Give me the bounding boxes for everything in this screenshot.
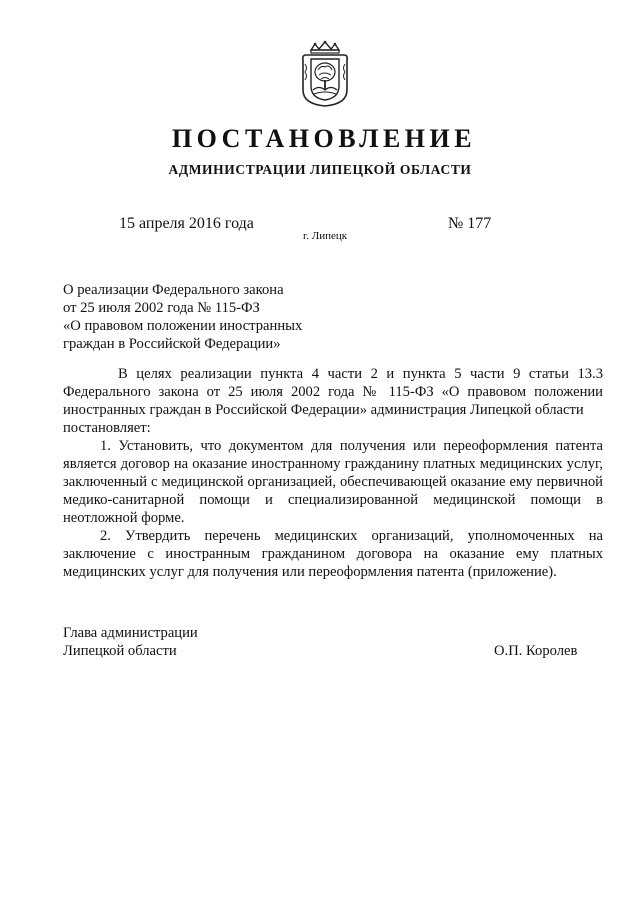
document-subject <box>63 281 302 353</box>
signatory-position-line: Липецкой области <box>63 643 177 659</box>
coat-of-arms-icon <box>299 40 351 108</box>
signatory-name: О.П. Королев <box>494 643 578 659</box>
intro-paragraph: В целях реализации пункта 4 части 2 и пункта 5 части 9 статьи 13.3 Федерального закона от 25 июля 2002 года № 115-ФЗ «О правовом положении иностранных граждан в Российской Федерации» администрация Липецкой области <box>63 366 603 418</box>
document-body <box>63 365 603 581</box>
subject-line: граждан в Российской Федерации» <box>63 336 281 352</box>
decree-item-2: 2. Утвердить перечень медицинских организаций, уполномоченных на заключение с иностранным гражданином договора на оказание ему платных медицинских услуг для получения или переоформления патента (приложение). <box>63 528 603 580</box>
subject-line: «О правовом положении иностранных <box>63 318 303 334</box>
decree-item-1: 1. Установить, что документом для получения или переоформления патента является договор на оказание иностранному гражданину платных медицинских услуг, заключенный с медицинской организацией, обеспечивающей оказание ему первичной медико-санитарной помощи и специализированной медицинской помощи в неотложной форме. <box>63 438 603 526</box>
document-title: ПОСТАНОВЛЕНИЕ <box>171 124 477 153</box>
signatory-position-line: Глава администрации <box>63 625 198 641</box>
subject-line: от 25 июля 2002 года № 115-ФЗ <box>63 300 260 316</box>
document-number: № 177 <box>448 215 492 232</box>
subject-line: О реализации Федерального закона <box>63 282 284 298</box>
signatory-position <box>63 624 198 660</box>
issuing-authority: АДМИНИСТРАЦИИ ЛИПЕЦКОЙ ОБЛАСТИ <box>168 162 472 177</box>
document-city: г. Липецк <box>303 230 348 242</box>
document-date: 15 апреля 2016 года <box>119 215 254 232</box>
decree-word: постановляет: <box>63 420 151 436</box>
